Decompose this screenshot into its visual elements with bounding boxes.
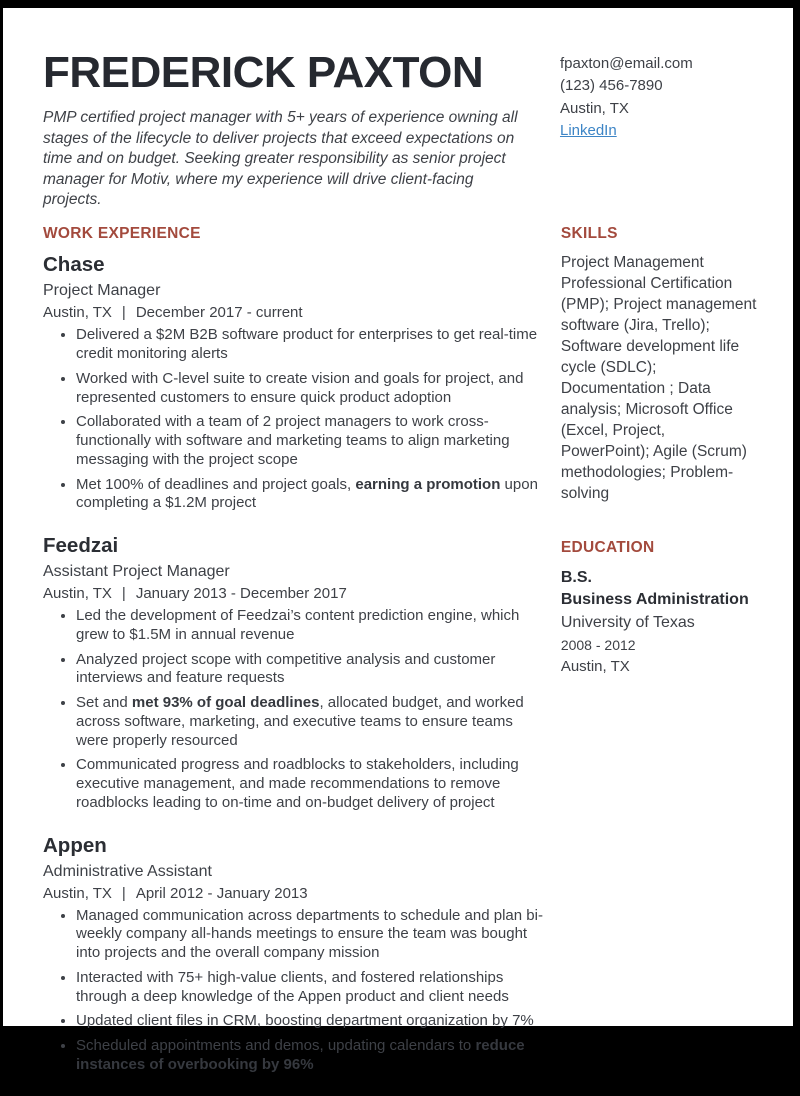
- job-bullets: [43, 326, 544, 513]
- job-bullet: [76, 607, 544, 645]
- education-school: University of Texas: [560, 613, 695, 631]
- contact-info: [560, 50, 758, 210]
- bullet-text: Set and: [76, 694, 132, 712]
- job-entry: [43, 834, 544, 1075]
- skills-heading: SKILLS: [560, 225, 618, 243]
- contact-email: fpaxton@email.com: [559, 55, 693, 72]
- bullet-text: Led the development of Feedzai’s content prediction engine, which grew to $1.5M in annual revenue: [76, 607, 520, 643]
- bullet-text: Scheduled appointments and demos, updating calendars to: [76, 1037, 476, 1055]
- job-bullet: [76, 651, 544, 689]
- skills-text: Project Management Professional Certification (PMP); Project management software (Jira, Trello); Software development life cycle (SDLC); Documentation ; Data analysis; Microsoft Office (Excel, Project, PowerPoint); Agile (Scrum) methodologies; Problem-solving: [560, 254, 757, 502]
- job-meta: [43, 304, 544, 321]
- job-dates: April 2012 - January 2013: [135, 884, 308, 902]
- bullet-text: Delivered a $2M B2B software product for enterprises to get real-time credit monitoring alerts: [76, 326, 538, 363]
- job-bullet: [76, 326, 544, 364]
- job-location: Austin, TX: [43, 585, 112, 603]
- job-entry: [43, 534, 544, 813]
- bullet-text-bold: reduce instances of overbooking by 96%: [76, 1037, 525, 1073]
- header-left: [43, 50, 543, 210]
- job-location: Austin, TX: [43, 884, 112, 902]
- job-dates: December 2017 - current: [135, 304, 303, 322]
- education-degree: B.S.: [560, 568, 592, 586]
- job-dates: January 2013 - December 2017: [135, 585, 347, 603]
- bullet-text: , allocated budget, and worked across software, marketing, and executive teams to ensure teams were properly resourced: [76, 694, 524, 749]
- job-bullet: [76, 370, 544, 408]
- company-name: Feedzai: [43, 534, 119, 558]
- education-section: [561, 539, 758, 678]
- job-bullet: [76, 1037, 544, 1075]
- bullet-text: upon completing a $1.2M project: [76, 475, 538, 512]
- summary-text: PMP certified project manager with 5+ years of experience owning all stages of the lifecycle to deliver projects that exceed expectations on time and on budget. Seeking greater responsibility as senior project manager for Motiv, where my experience will drive client-facing projects.: [43, 109, 518, 208]
- job-bullet: [76, 413, 544, 469]
- job-bullets: [43, 907, 544, 1075]
- contact-location: Austin, TX: [559, 99, 629, 117]
- job-title: Administrative Assistant: [43, 862, 212, 880]
- bullet-text: Worked with C-level suite to create vision and goals for project, and represented customers to ensure quick product adoption: [76, 369, 524, 406]
- job-bullets: [43, 607, 544, 813]
- meta-separator: |: [121, 585, 126, 603]
- bullet-text: Collaborated with a team of 2 project managers to work cross-functionally with software and marketing teams to align marketing messaging with the project scope: [76, 413, 510, 468]
- education-location: Austin, TX: [560, 657, 630, 675]
- resume-columns: [43, 225, 758, 1095]
- contact-phone: (123) 456-7890: [559, 77, 663, 95]
- work-experience-heading: WORK EXPERIENCE: [43, 225, 201, 243]
- bullet-text-bold: met 93% of goal deadlines: [131, 694, 320, 712]
- job-entry: [43, 253, 544, 513]
- bullet-text: Met 100% of deadlines and project goals,: [76, 475, 356, 493]
- education-heading: EDUCATION: [560, 538, 655, 556]
- meta-separator: |: [121, 304, 126, 322]
- linkedin-link[interactable]: LinkedIn: [559, 121, 617, 139]
- meta-separator: |: [121, 884, 126, 902]
- bullet-text: Managed communication across departments to schedule and plan bi-weekly company all-hands meetings to ensure the team was bought into projects and the overall company mission: [76, 906, 543, 962]
- job-bullet: [76, 907, 544, 963]
- job-title: Assistant Project Manager: [43, 563, 230, 581]
- bullet-text: Analyzed project scope with competitive analysis and customer interviews and feature requests: [76, 650, 496, 687]
- job-title: Project Manager: [43, 282, 161, 300]
- resume-header: [43, 50, 758, 210]
- sidebar-column: [561, 225, 758, 1095]
- job-location: Austin, TX: [43, 304, 112, 322]
- job-bullet: [76, 756, 544, 812]
- jobs-list: [43, 253, 544, 1074]
- job-bullet: [76, 969, 544, 1007]
- bullet-text: Communicated progress and roadblocks to stakeholders, including executive management, and made recommendations to remove roadblocks leading to on-time and on-budget delivery of project: [76, 756, 519, 811]
- job-bullet: [76, 694, 544, 750]
- education-dates: 2008 - 2012: [560, 636, 636, 653]
- job-meta: [43, 885, 544, 902]
- job-bullet: [76, 476, 544, 514]
- candidate-name: FREDERICK PAXTON: [43, 48, 484, 97]
- education-major: Business Administration: [560, 591, 749, 609]
- job-bullet: [76, 1012, 544, 1031]
- bullet-text-bold: earning a promotion: [355, 475, 501, 493]
- company-name: Chase: [43, 253, 105, 277]
- bullet-text: Updated client files in CRM, boosting department organization by 7%: [76, 1012, 534, 1030]
- job-meta: [43, 585, 544, 602]
- bullet-text: Interacted with 75+ high-value clients, and fostered relationships through a deep knowledge of the Appen product and client needs: [76, 968, 509, 1005]
- resume-page: [3, 8, 793, 1073]
- work-experience-column: [43, 225, 544, 1095]
- company-name: Appen: [43, 833, 107, 857]
